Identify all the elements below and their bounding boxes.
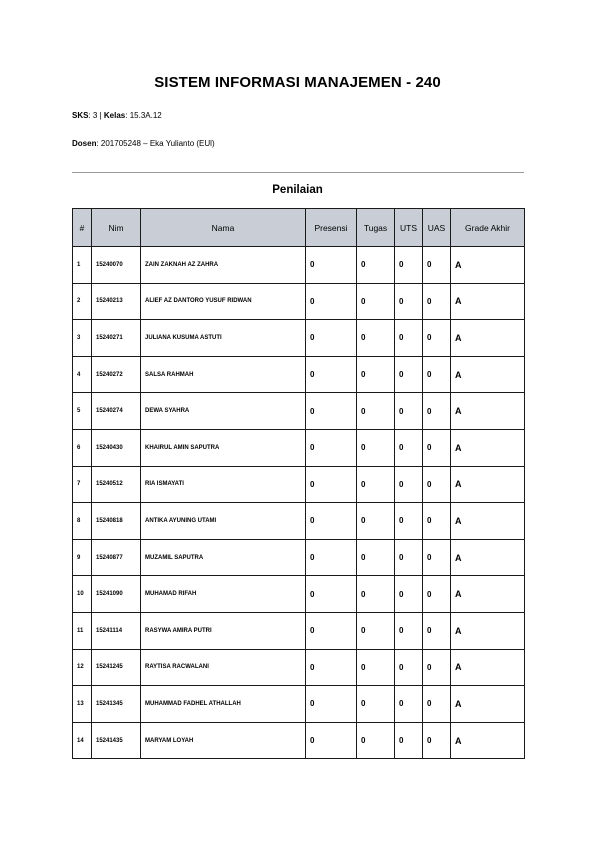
grades-table <box>72 208 525 759</box>
presensi-cell: 0 <box>306 283 357 320</box>
name-cell: RAYTISA RACWALANI <box>141 649 306 686</box>
row-number-cell: 9 <box>73 539 92 576</box>
row-number-cell: 3 <box>73 320 92 357</box>
column-header-nama: Nama <box>141 209 306 247</box>
uas-cell: 0 <box>423 576 451 613</box>
nim-cell: 15240430 <box>92 429 141 466</box>
nim-cell: 15240271 <box>92 320 141 357</box>
grade-cell: A <box>451 393 525 430</box>
uas-cell: 0 <box>423 649 451 686</box>
row-number-cell: 14 <box>73 722 92 759</box>
tugas-cell: 0 <box>357 503 395 540</box>
document-title: SISTEM INFORMASI MANAJEMEN - 240 <box>154 74 441 91</box>
tugas-cell: 0 <box>357 466 395 503</box>
uts-cell: 0 <box>395 429 423 466</box>
grade-cell: A <box>451 466 525 503</box>
nim-cell: 15241090 <box>92 576 141 613</box>
uas-cell: 0 <box>423 356 451 393</box>
table-row <box>73 247 525 284</box>
grade-cell: A <box>451 576 525 613</box>
lecturer-info-line <box>72 139 215 148</box>
info-separator: | <box>97 111 104 120</box>
tugas-cell: 0 <box>357 393 395 430</box>
row-number-cell: 6 <box>73 429 92 466</box>
uas-cell: 0 <box>423 686 451 723</box>
table-row <box>73 393 525 430</box>
column-header-uas: UAS <box>423 209 451 247</box>
uts-cell: 0 <box>395 320 423 357</box>
dosen-label: Dosen <box>72 139 97 148</box>
grade-cell: A <box>451 283 525 320</box>
table-row <box>73 283 525 320</box>
row-number-cell: 12 <box>73 649 92 686</box>
name-cell: RIA ISMAYATI <box>141 466 306 503</box>
tugas-cell: 0 <box>357 429 395 466</box>
dosen-value: : 201705248 – Eka Yulianto (EUl) <box>96 139 215 148</box>
presensi-cell: 0 <box>306 429 357 466</box>
grade-cell: A <box>451 722 525 759</box>
section-title: Penilaian <box>272 184 323 196</box>
uts-cell: 0 <box>395 356 423 393</box>
column-header-nim: Nim <box>92 209 141 247</box>
table-row <box>73 466 525 503</box>
kelas-value: : 15.3A.12 <box>125 111 162 120</box>
uas-cell: 0 <box>423 320 451 357</box>
row-number-cell: 10 <box>73 576 92 613</box>
tugas-cell: 0 <box>357 722 395 759</box>
uas-cell: 0 <box>423 722 451 759</box>
row-number-cell: 1 <box>73 247 92 284</box>
presensi-cell: 0 <box>306 320 357 357</box>
uas-cell: 0 <box>423 283 451 320</box>
table-row <box>73 320 525 357</box>
name-cell: DEWA SYAHRA <box>141 393 306 430</box>
presensi-cell: 0 <box>306 649 357 686</box>
uas-cell: 0 <box>423 503 451 540</box>
table-row <box>73 686 525 723</box>
name-cell: ANTIKA AYUNING UTAMI <box>141 503 306 540</box>
column-header-uts: UTS <box>395 209 423 247</box>
grade-cell: A <box>451 247 525 284</box>
tugas-cell: 0 <box>357 247 395 284</box>
nim-cell: 15241245 <box>92 649 141 686</box>
sks-value: : 3 <box>88 111 98 120</box>
presensi-cell: 0 <box>306 686 357 723</box>
tugas-cell: 0 <box>357 539 395 576</box>
uas-cell: 0 <box>423 612 451 649</box>
tugas-cell: 0 <box>357 649 395 686</box>
name-cell: RASYWA AMIRA PUTRI <box>141 612 306 649</box>
name-cell: ALIEF AZ DANTORO YUSUF RIDWAN <box>141 283 306 320</box>
table-row <box>73 503 525 540</box>
grade-cell: A <box>451 356 525 393</box>
table-row <box>73 429 525 466</box>
presensi-cell: 0 <box>306 576 357 613</box>
tugas-cell: 0 <box>357 612 395 649</box>
column-header-tugas: Tugas <box>357 209 395 247</box>
tugas-cell: 0 <box>357 686 395 723</box>
name-cell: ZAIN ZAKNAH AZ ZAHRA <box>141 247 306 284</box>
grade-cell: A <box>451 649 525 686</box>
nim-cell: 15240213 <box>92 283 141 320</box>
presensi-cell: 0 <box>306 612 357 649</box>
uts-cell: 0 <box>395 283 423 320</box>
name-cell: MUHAMMAD FADHEL ATHALLAH <box>141 686 306 723</box>
row-number-cell: 11 <box>73 612 92 649</box>
nim-cell: 15241435 <box>92 722 141 759</box>
grade-cell: A <box>451 429 525 466</box>
uts-cell: 0 <box>395 393 423 430</box>
nim-cell: 15240877 <box>92 539 141 576</box>
uts-cell: 0 <box>395 722 423 759</box>
uts-cell: 0 <box>395 466 423 503</box>
uas-cell: 0 <box>423 393 451 430</box>
presensi-cell: 0 <box>306 247 357 284</box>
name-cell: MUZAMIL SAPUTRA <box>141 539 306 576</box>
row-number-cell: 13 <box>73 686 92 723</box>
nim-cell: 15240512 <box>92 466 141 503</box>
nim-cell: 15241345 <box>92 686 141 723</box>
name-cell: SALSA RAHMAH <box>141 356 306 393</box>
uas-cell: 0 <box>423 466 451 503</box>
table-row <box>73 356 525 393</box>
nim-cell: 15240070 <box>92 247 141 284</box>
row-number-cell: 5 <box>73 393 92 430</box>
table-body <box>73 247 525 759</box>
uts-cell: 0 <box>395 576 423 613</box>
grade-cell: A <box>451 612 525 649</box>
name-cell: KHAIRUL AMIN SAPUTRA <box>141 429 306 466</box>
nim-cell: 15240818 <box>92 503 141 540</box>
course-info-line <box>72 111 162 120</box>
presensi-cell: 0 <box>306 466 357 503</box>
table-row <box>73 612 525 649</box>
presensi-cell: 0 <box>306 356 357 393</box>
presensi-cell: 0 <box>306 503 357 540</box>
presensi-cell: 0 <box>306 539 357 576</box>
nim-cell: 15240274 <box>92 393 141 430</box>
uas-cell: 0 <box>423 539 451 576</box>
column-header-number: # <box>73 209 92 247</box>
grade-cell: A <box>451 539 525 576</box>
table-row <box>73 539 525 576</box>
row-number-cell: 7 <box>73 466 92 503</box>
grade-cell: A <box>451 503 525 540</box>
uts-cell: 0 <box>395 649 423 686</box>
tugas-cell: 0 <box>357 320 395 357</box>
nim-cell: 15240272 <box>92 356 141 393</box>
sks-label: SKS <box>72 111 89 120</box>
grade-cell: A <box>451 320 525 357</box>
uts-cell: 0 <box>395 686 423 723</box>
section-divider <box>72 172 524 173</box>
uts-cell: 0 <box>395 503 423 540</box>
column-header-grade: Grade Akhir <box>451 209 525 247</box>
presensi-cell: 0 <box>306 393 357 430</box>
presensi-cell: 0 <box>306 722 357 759</box>
tugas-cell: 0 <box>357 283 395 320</box>
uts-cell: 0 <box>395 247 423 284</box>
name-cell: MUHAMAD RIFAH <box>141 576 306 613</box>
grade-cell: A <box>451 686 525 723</box>
tugas-cell: 0 <box>357 356 395 393</box>
uts-cell: 0 <box>395 539 423 576</box>
kelas-label: Kelas <box>103 111 126 120</box>
uts-cell: 0 <box>395 612 423 649</box>
name-cell: MARYAM LOYAH <box>141 722 306 759</box>
table-row <box>73 576 525 613</box>
table-header-row <box>73 209 525 247</box>
row-number-cell: 8 <box>73 503 92 540</box>
table-row <box>73 722 525 759</box>
row-number-cell: 4 <box>73 356 92 393</box>
uas-cell: 0 <box>423 429 451 466</box>
column-header-presensi: Presensi <box>306 209 357 247</box>
nim-cell: 15241114 <box>92 612 141 649</box>
table-row <box>73 649 525 686</box>
row-number-cell: 2 <box>73 283 92 320</box>
uas-cell: 0 <box>423 247 451 284</box>
name-cell: JULIANA KUSUMA ASTUTI <box>141 320 306 357</box>
tugas-cell: 0 <box>357 576 395 613</box>
